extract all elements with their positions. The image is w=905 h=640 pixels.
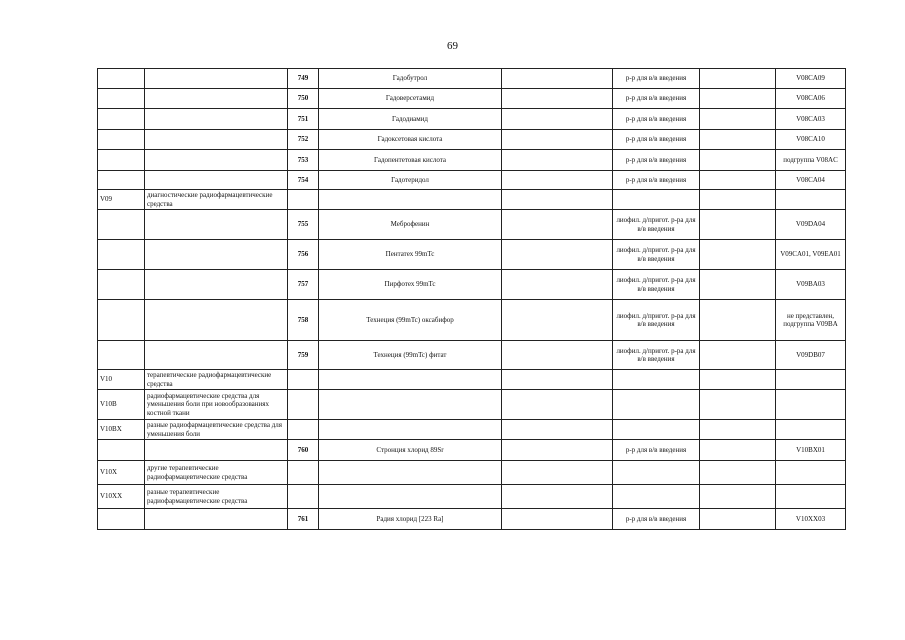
table-row — [98, 440, 846, 461]
drug-register-table — [97, 68, 846, 530]
atc-code-cell: V10B — [98, 390, 145, 420]
atc-value-cell — [776, 390, 846, 420]
dosage-form-cell: лиофил. д/пригот. р-ра для в/в введения — [613, 270, 700, 300]
table-row — [98, 485, 846, 509]
row-number-cell: 757 — [288, 270, 319, 300]
atc-value-cell: не представлен, подгруппа V09BA — [776, 300, 846, 341]
blank-cell — [502, 69, 613, 89]
atc-code-cell — [98, 109, 145, 130]
blank-cell — [700, 171, 776, 190]
blank-cell — [502, 190, 613, 210]
blank-cell — [502, 390, 613, 420]
blank-cell — [700, 485, 776, 509]
group-name-cell — [145, 509, 288, 530]
group-name-cell: другие терапевтические радиофармацевтические средства — [145, 461, 288, 485]
atc-value-cell: V09DA04 — [776, 210, 846, 240]
drug-name-cell — [319, 370, 502, 390]
blank-cell — [700, 461, 776, 485]
drug-name-cell: Технеция (99mTc) оксабифор — [319, 300, 502, 341]
blank-cell — [700, 130, 776, 150]
row-number-cell — [288, 390, 319, 420]
drug-name-cell: Технеция (99mTc) фитат — [319, 341, 502, 370]
dosage-form-cell — [613, 420, 700, 440]
atc-value-cell: V09CA01, V09EA01 — [776, 240, 846, 270]
row-number-cell: 761 — [288, 509, 319, 530]
table-body — [98, 69, 846, 530]
dosage-form-cell: лиофил. д/пригот. р-ра для в/в введения — [613, 300, 700, 341]
blank-cell — [502, 109, 613, 130]
atc-code-cell — [98, 171, 145, 190]
group-name-cell — [145, 171, 288, 190]
atc-value-cell: V09DB07 — [776, 341, 846, 370]
blank-cell — [502, 150, 613, 171]
blank-cell — [700, 109, 776, 130]
blank-cell — [502, 485, 613, 509]
atc-value-cell: V09BA03 — [776, 270, 846, 300]
blank-cell — [700, 300, 776, 341]
blank-cell — [502, 461, 613, 485]
dosage-form-cell: лиофил. д/пригот. р-ра для в/в введения — [613, 240, 700, 270]
table-row — [98, 109, 846, 130]
row-number-cell: 759 — [288, 341, 319, 370]
row-number-cell: 756 — [288, 240, 319, 270]
atc-code-cell: V10 — [98, 370, 145, 390]
drug-name-cell: Гадотеридол — [319, 171, 502, 190]
dosage-form-cell — [613, 390, 700, 420]
atc-code-cell: V10XX — [98, 485, 145, 509]
group-name-cell — [145, 130, 288, 150]
blank-cell — [700, 150, 776, 171]
blank-cell — [502, 130, 613, 150]
row-number-cell: 750 — [288, 89, 319, 109]
table-row — [98, 509, 846, 530]
drug-name-cell: Гадобутрол — [319, 69, 502, 89]
group-name-cell — [145, 300, 288, 341]
blank-cell — [502, 171, 613, 190]
dosage-form-cell: р-р для в/в введения — [613, 171, 700, 190]
row-number-cell — [288, 420, 319, 440]
row-number-cell: 752 — [288, 130, 319, 150]
dosage-form-cell — [613, 190, 700, 210]
blank-cell — [502, 370, 613, 390]
table-row — [98, 89, 846, 109]
group-name-cell — [145, 240, 288, 270]
blank-cell — [502, 240, 613, 270]
blank-cell — [502, 440, 613, 461]
table-row — [98, 270, 846, 300]
dosage-form-cell: р-р для в/в введения — [613, 440, 700, 461]
group-name-cell — [145, 341, 288, 370]
table-row — [98, 390, 846, 420]
blank-cell — [700, 69, 776, 89]
table-row — [98, 300, 846, 341]
group-name-cell — [145, 440, 288, 461]
atc-code-cell — [98, 270, 145, 300]
atc-code-cell — [98, 69, 145, 89]
atc-value-cell: V08CA06 — [776, 89, 846, 109]
group-name-cell: радиофармацевтические средства для уменьшения боли при новообразованиях костной ткани — [145, 390, 288, 420]
blank-cell — [700, 420, 776, 440]
blank-cell — [700, 440, 776, 461]
drug-name-cell: Гадодиамид — [319, 109, 502, 130]
atc-code-cell — [98, 89, 145, 109]
table-row — [98, 171, 846, 190]
blank-cell — [700, 270, 776, 300]
dosage-form-cell: р-р для в/в введения — [613, 69, 700, 89]
dosage-form-cell: р-р для в/в введения — [613, 150, 700, 171]
drug-name-cell — [319, 461, 502, 485]
group-name-cell — [145, 69, 288, 89]
dosage-form-cell: р-р для в/в введения — [613, 89, 700, 109]
row-number-cell: 760 — [288, 440, 319, 461]
row-number-cell: 755 — [288, 210, 319, 240]
blank-cell — [700, 210, 776, 240]
table-row — [98, 240, 846, 270]
drug-name-cell: Гадопентетовая кислота — [319, 150, 502, 171]
row-number-cell — [288, 190, 319, 210]
row-number-cell: 754 — [288, 171, 319, 190]
group-name-cell: диагностические радиофармацевтические средства — [145, 190, 288, 210]
blank-cell — [700, 509, 776, 530]
table-row — [98, 130, 846, 150]
dosage-form-cell: р-р для в/в введения — [613, 509, 700, 530]
atc-value-cell — [776, 461, 846, 485]
row-number-cell — [288, 461, 319, 485]
group-name-cell — [145, 210, 288, 240]
row-number-cell: 751 — [288, 109, 319, 130]
atc-value-cell: V10BX01 — [776, 440, 846, 461]
group-name-cell: терапевтические радиофармацевтические средства — [145, 370, 288, 390]
group-name-cell: разные терапевтические радиофармацевтические средства — [145, 485, 288, 509]
atc-value-cell — [776, 190, 846, 210]
blank-cell — [502, 210, 613, 240]
group-name-cell — [145, 270, 288, 300]
group-name-cell — [145, 109, 288, 130]
atc-value-cell: подгруппа V08AC — [776, 150, 846, 171]
row-number-cell: 758 — [288, 300, 319, 341]
atc-value-cell — [776, 420, 846, 440]
blank-cell — [700, 190, 776, 210]
dosage-form-cell: лиофил. д/пригот. р-ра для в/в введения — [613, 210, 700, 240]
drug-name-cell — [319, 420, 502, 440]
dosage-form-cell: р-р для в/в введения — [613, 130, 700, 150]
atc-code-cell: V10X — [98, 461, 145, 485]
atc-code-cell — [98, 440, 145, 461]
drug-name-cell: Пирфотех 99mTc — [319, 270, 502, 300]
atc-code-cell — [98, 150, 145, 171]
atc-code-cell — [98, 300, 145, 341]
blank-cell — [700, 89, 776, 109]
group-name-cell: разные радиофармацевтические средства для уменьшения боли — [145, 420, 288, 440]
dosage-form-cell: лиофил. д/пригот. р-ра для в/в введения — [613, 341, 700, 370]
row-number-cell — [288, 370, 319, 390]
atc-code-cell: V10BX — [98, 420, 145, 440]
blank-cell — [700, 341, 776, 370]
blank-cell — [700, 370, 776, 390]
atc-code-cell — [98, 509, 145, 530]
blank-cell — [502, 270, 613, 300]
blank-cell — [502, 89, 613, 109]
blank-cell — [700, 390, 776, 420]
atc-code-cell: V09 — [98, 190, 145, 210]
drug-name-cell: Меброфенин — [319, 210, 502, 240]
table-row — [98, 150, 846, 171]
drug-name-cell: Стронция хлорид 89Sr — [319, 440, 502, 461]
dosage-form-cell — [613, 461, 700, 485]
table-row — [98, 210, 846, 240]
atc-value-cell: V10XX03 — [776, 509, 846, 530]
atc-code-cell — [98, 240, 145, 270]
dosage-form-cell: р-р для в/в введения — [613, 109, 700, 130]
drug-name-cell: Гадоверсетамид — [319, 89, 502, 109]
blank-cell — [502, 300, 613, 341]
blank-cell — [502, 509, 613, 530]
drug-name-cell: Гадоксетовая кислота — [319, 130, 502, 150]
dosage-form-cell — [613, 485, 700, 509]
table-row — [98, 190, 846, 210]
table-row — [98, 461, 846, 485]
atc-code-cell — [98, 210, 145, 240]
drug-name-cell — [319, 390, 502, 420]
atc-value-cell: V08CA04 — [776, 171, 846, 190]
table-row — [98, 420, 846, 440]
page-number: 69 — [447, 40, 458, 52]
table-row — [98, 341, 846, 370]
group-name-cell — [145, 89, 288, 109]
row-number-cell: 749 — [288, 69, 319, 89]
drug-name-cell — [319, 485, 502, 509]
atc-value-cell — [776, 370, 846, 390]
row-number-cell — [288, 485, 319, 509]
drug-name-cell — [319, 190, 502, 210]
drug-name-cell: Радия хлорид [223 Ra] — [319, 509, 502, 530]
atc-code-cell — [98, 341, 145, 370]
table-row — [98, 69, 846, 89]
group-name-cell — [145, 150, 288, 171]
atc-code-cell — [98, 130, 145, 150]
atc-value-cell: V08CA03 — [776, 109, 846, 130]
drug-name-cell: Пентатех 99mTc — [319, 240, 502, 270]
atc-value-cell: V08CA10 — [776, 130, 846, 150]
row-number-cell: 753 — [288, 150, 319, 171]
table-row — [98, 370, 846, 390]
blank-cell — [502, 341, 613, 370]
atc-value-cell: V08CA09 — [776, 69, 846, 89]
dosage-form-cell — [613, 370, 700, 390]
atc-value-cell — [776, 485, 846, 509]
blank-cell — [700, 240, 776, 270]
blank-cell — [502, 420, 613, 440]
